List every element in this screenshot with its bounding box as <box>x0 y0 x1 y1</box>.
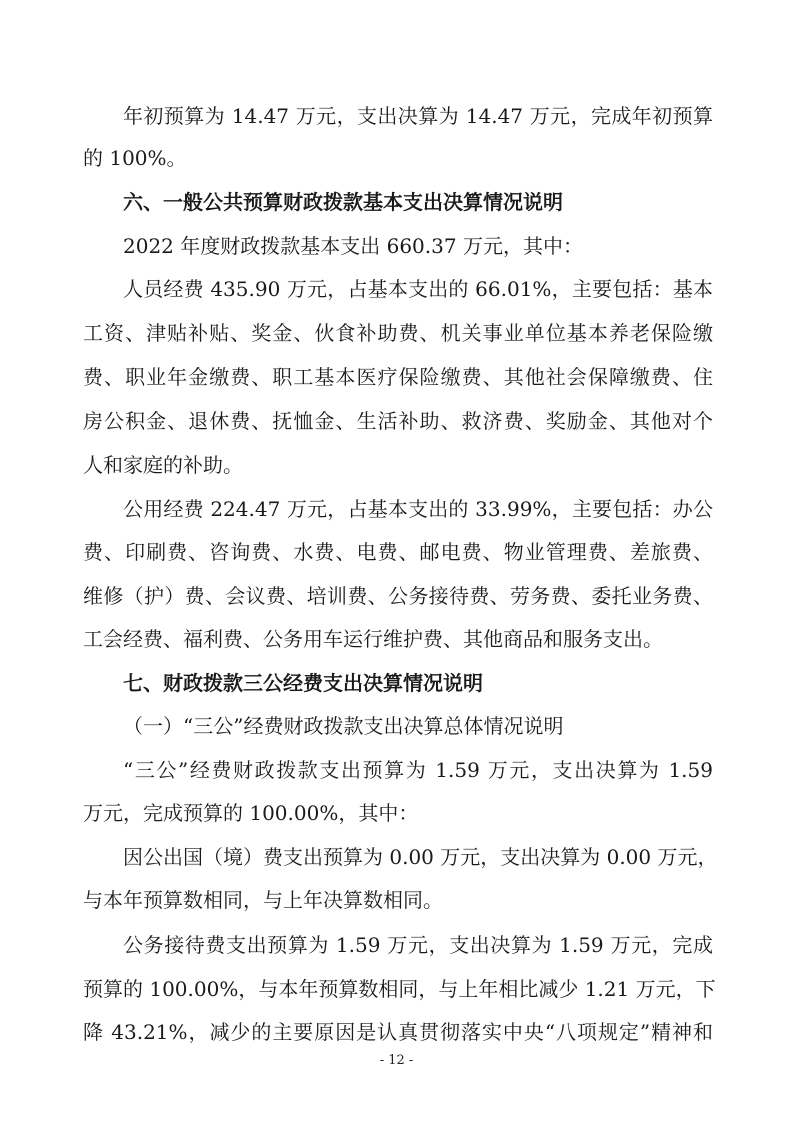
paragraph-line: 房公积金、退休费、抚恤金、生活补助、救济费、奖励金、其他对个 <box>83 409 713 433</box>
page-number: - 12 - <box>379 1053 414 1068</box>
paragraph-line: 费、印刷费、咨询费、水费、电费、邮电费、物业管理费、差旅费、 <box>83 540 713 564</box>
paragraph-line: 人和家庭的补助。 <box>83 453 243 477</box>
paragraph-line: 降 43.21%，减少的主要原因是认真贯彻落实中央“八项规定”精神和 <box>83 1020 713 1044</box>
paragraph-line: 人员经费 435.90 万元，占基本支出的 66.01%，主要包括：基本 <box>123 277 713 301</box>
paragraph-line: 工资、津贴补贴、奖金、伙食补助费、机关事业单位基本养老保险缴 <box>83 321 713 345</box>
paragraph-line: 公用经费 224.47 万元，占基本支出的 33.99%，主要包括：办公 <box>123 497 713 521</box>
paragraph-line: “三公”经费财政拨款支出预算为 1.59 万元，支出决算为 1.59 <box>123 758 713 782</box>
paragraph-line: 预算的 100.00%，与本年预算数相同，与上年相比减少 1.21 万元，下 <box>83 977 716 1001</box>
subsection-heading: （一）“三公”经费财政拨款支出决算总体情况说明 <box>123 714 564 738</box>
paragraph-line: 费、职业年金缴费、职工基本医疗保险缴费、其他社会保障缴费、住 <box>83 365 713 389</box>
paragraph-line: 2022 年度财政拨款基本支出 660.37 万元，其中： <box>123 234 583 258</box>
paragraph-line: 维修（护）费、会议费、培训费、公务接待费、劳务费、委托业务费、 <box>83 584 713 608</box>
paragraph-line: 工会经费、福利费、公务用车运行维护费、其他商品和服务支出。 <box>83 627 663 651</box>
paragraph-line: 与本年预算数相同，与上年决算数相同。 <box>83 888 443 912</box>
paragraph-line: 年初预算为 14.47 万元，支出决算为 14.47 万元，完成年初预算 <box>123 104 713 128</box>
section-heading: 六、一般公共预算财政拨款基本支出决算情况说明 <box>123 190 563 214</box>
paragraph-line: 因公出国（境）费支出预算为 0.00 万元，支出决算为 0.00 万元， <box>123 845 718 869</box>
paragraph-line: 公务接待费支出预算为 1.59 万元，支出决算为 1.59 万元，完成 <box>123 933 713 957</box>
section-heading: 七、财政拨款三公经费支出决算情况说明 <box>123 671 483 695</box>
paragraph-line: 万元，完成预算的 100.00%，其中： <box>83 801 419 825</box>
paragraph-line: 的 100%。 <box>83 146 187 170</box>
